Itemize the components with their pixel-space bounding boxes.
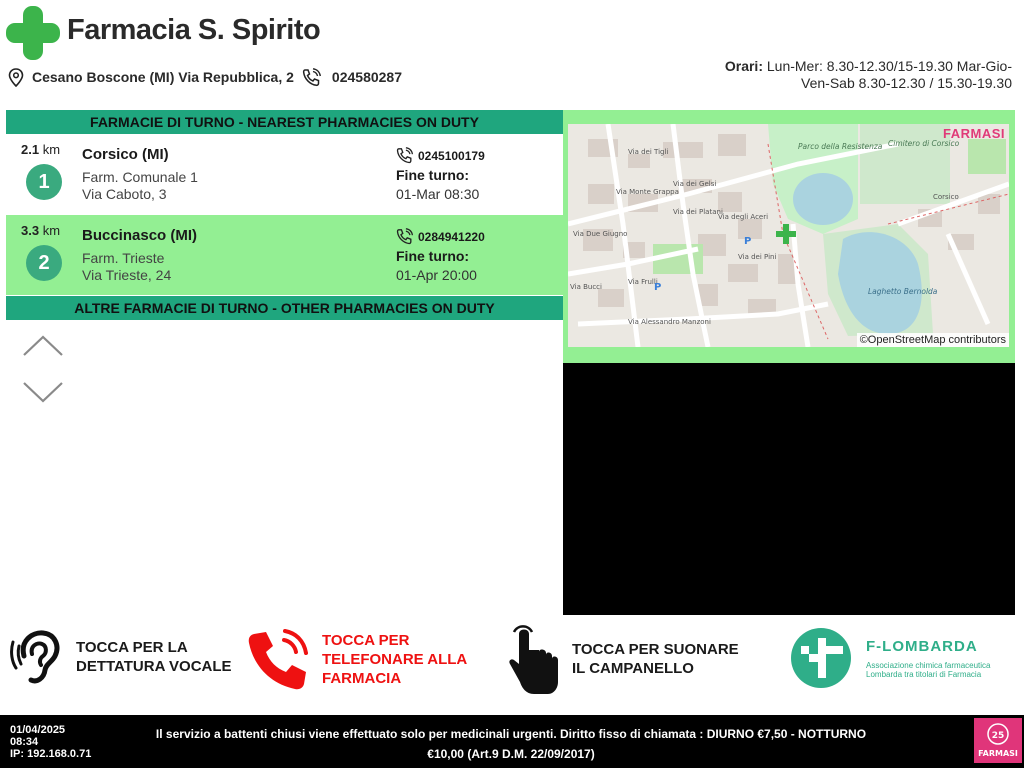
scroll-up-chevron-icon[interactable] [22,334,64,358]
footer-date: 01/04/2025 [10,724,66,736]
map-graphic [568,124,1009,347]
map-label: Via degli Aceri [718,213,769,221]
distance: 2.1 km [21,142,61,157]
location-pin-icon [8,68,24,87]
map-label: Via Monte Grappa [616,188,679,196]
video-area [563,363,1015,615]
f-lombarda-logo [788,625,991,691]
call-pharmacy-label: TOCCA PER TELEFONARE ALLA FARMACIA [322,631,468,687]
parking-icon: P [654,282,662,293]
pharmacy-city: Corsico (MI) [82,146,169,163]
touch-hand-icon [508,620,560,698]
footer-time: 08:34 [10,736,39,748]
map-label: Corsico [933,193,959,201]
phone-icon [396,147,414,164]
ear-icon [10,628,64,686]
map-label: Via dei Pini [738,253,777,261]
svg-text:25: 25 [991,731,1005,741]
map-label: Via Alessandro Manzoni [628,318,711,326]
map-label: Via Bucci [570,283,602,291]
farmasi-logo [974,718,1022,763]
pharmacy-street: Via Trieste, 24 [82,267,172,283]
shift-end-time: 01-Apr 20:00 [396,267,477,283]
footer-ip: IP: 192.168.0.71 [10,748,92,760]
pharmacy-city: Buccinasco (MI) [82,227,198,244]
voice-dictation-label: TOCCA PER LA DETTATURA VOCALE [76,639,232,675]
pharmacy-name: Farm. Trieste [82,250,165,266]
phone-call-icon [246,626,312,692]
pharmacy-address: Cesano Boscone (MI) Via Repubblica, 2 [32,69,294,85]
f-lombarda-subtitle: Associazione chimica farmaceutica Lombarda tra titolari di Farmacia [866,660,991,679]
nearest-pharmacies-header: FARMACIE DI TURNO - NEAREST PHARMACIES ON DUTY [6,110,563,134]
service-notice: Il servizio a battenti chiusi viene effettuato solo per medicinali urgenti. Diritto fisso di chiamata : DIURNO €7,50 - NOTTURNO €10,00 (Art.9 D.M. 22/09/2017) [155,727,867,761]
map-label: Via Frulli [628,278,658,286]
map-attribution: ©OpenStreetMap contributors [857,333,1009,347]
phone-icon [396,228,414,245]
parking-icon: P [744,236,752,247]
pharmacy-entry-2[interactable] [6,215,563,295]
distance: 3.3 km [21,223,61,238]
pharmacy-entry-1[interactable] [6,134,563,214]
f-lombarda-emblem-icon [788,625,856,691]
map-brand-logo: FARMASI [943,126,1005,141]
pharmacy-phone-row: 0284941220 [396,228,485,245]
street-map[interactable] [568,124,1009,347]
map-label: Cimitero di Corsico [888,139,960,148]
phone-icon [302,68,322,87]
map-label: Parco della Resistenza [798,142,883,151]
map-label: Via dei Tigli [628,148,669,156]
map-label: Via dei Gelsi [673,180,717,188]
hours-text: Lun-Mer: 8.30-12.30/15-19.30 Mar-Gio-Ven-Sab 8.30-12.30 / 15.30-19.30 [766,58,1012,91]
rank-badge: 1 [26,164,62,200]
svg-text:FARMASI: FARMASI [978,749,1018,758]
pharmacy-title: Farmacia S. Spirito [67,14,321,46]
map-panel [563,110,1015,363]
footer-bar [0,715,1024,768]
pharmacy-phone: 024580287 [331,69,402,85]
map-label: Laghetto Bernolda [868,287,938,296]
other-pharmacies-header: ALTRE FARMACIE DI TURNO - OTHER PHARMACIES ON DUTY [6,296,563,320]
ring-bell-label: TOCCA PER SUONARE IL CAMPANELLO [572,641,739,677]
rank-badge: 2 [26,245,62,281]
shift-end-label: Fine turno: [396,248,470,264]
footer-status [10,724,91,760]
ring-bell-button[interactable] [508,620,739,698]
pharmacy-cross-logo [6,6,60,60]
call-pharmacy-button[interactable] [246,626,467,692]
shift-end-time: 01-Mar 08:30 [396,186,480,202]
pharmacy-street: Via Caboto, 3 [82,186,167,202]
map-label: Via dei Platani [673,208,723,216]
opening-hours [712,58,1012,92]
pharmacy-phone-row: 0245100179 [396,147,485,164]
hours-label: Orari: [724,58,763,74]
shift-end-label: Fine turno: [396,167,470,183]
pharmacy-name: Farm. Comunale 1 [82,169,198,185]
f-lombarda-name: F-LOMBARDA [866,637,978,655]
map-label: Via Due Giugno [573,230,628,238]
voice-dictation-button[interactable] [10,628,232,686]
scroll-down-chevron-icon[interactable] [22,380,64,404]
address-row [8,67,402,87]
